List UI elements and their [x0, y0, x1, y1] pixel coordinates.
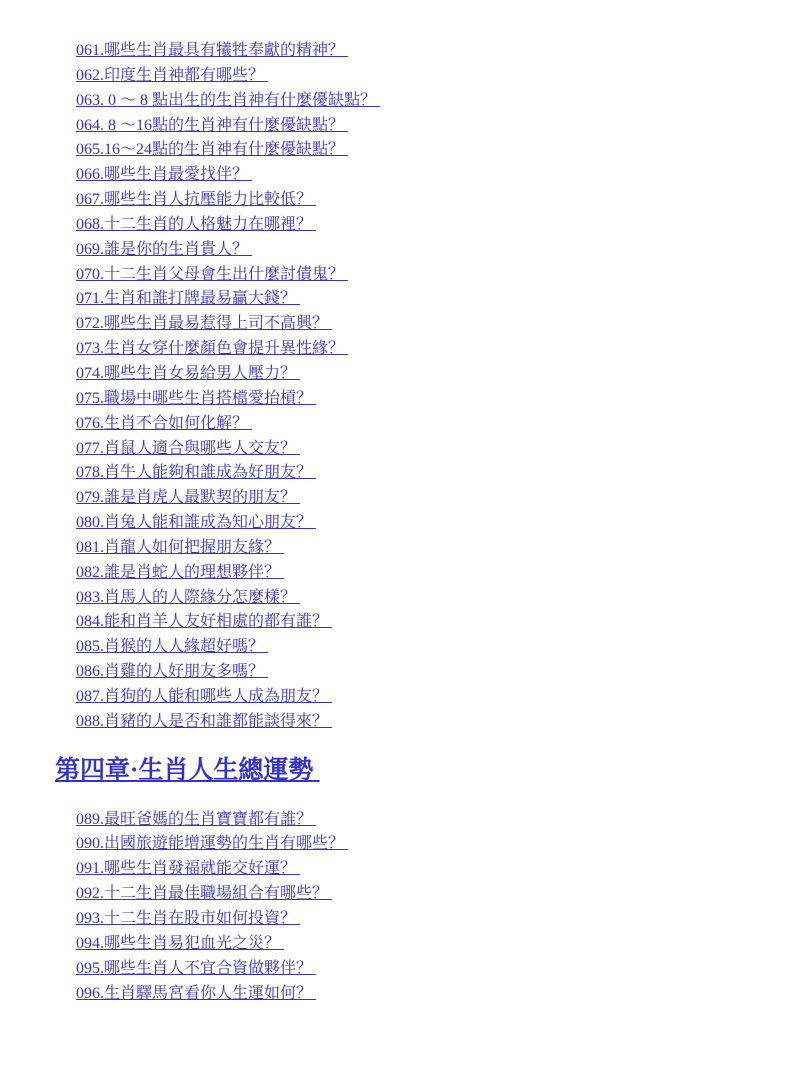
toc-link[interactable]: 081.肖龍人如何把握朋友緣？: [76, 538, 281, 556]
toc-item: [76, 263, 805, 288]
toc-item: [76, 857, 805, 882]
toc-item: [76, 957, 805, 982]
toc-link[interactable]: 065.16～24點的生肖神有什麼優缺點？: [76, 141, 345, 159]
toc-item: [76, 982, 805, 1007]
toc-item: [76, 312, 805, 337]
chapter-heading: [55, 754, 805, 787]
toc-link[interactable]: 088.肖豬的人是否和誰都能談得來？: [76, 712, 329, 730]
toc-link[interactable]: 090.出國旅遊能增運勢的生肖有哪些？: [76, 835, 345, 853]
toc-link[interactable]: 074.哪些生肖女易給男人壓力？: [76, 364, 297, 382]
chapter-heading-link[interactable]: 第四章·生肖人生總運勢: [55, 756, 314, 784]
toc-link[interactable]: 062.印度生肖神都有哪些？: [76, 66, 265, 84]
toc-item: [76, 138, 805, 163]
toc-item: [76, 832, 805, 857]
toc-link[interactable]: 086.肖雞的人好朋友多嗎？: [76, 663, 265, 681]
toc-link[interactable]: 063. 0 ～ 8 點出生的生肖神有什麼優缺點？: [76, 91, 377, 109]
toc-item: [76, 362, 805, 387]
toc-link[interactable]: 070.十二生肖父母會生出什麼討債鬼？: [76, 265, 345, 283]
toc-link[interactable]: 073.生肖女穿什麼顏色會提升異性緣？: [76, 340, 345, 358]
toc-item: [76, 64, 805, 89]
toc-link[interactable]: 094.哪些生肖易犯血光之災？: [76, 934, 281, 952]
toc-link[interactable]: 078.肖牛人能夠和誰成為好朋友？: [76, 464, 313, 482]
toc-link[interactable]: 083.肖馬人的人際緣分怎麼樣？: [76, 588, 297, 606]
toc-item: [76, 511, 805, 536]
toc-link[interactable]: 067.哪些生肖人抗壓能力比較低？: [76, 191, 313, 209]
toc-item: [76, 39, 805, 64]
toc-link[interactable]: 091.哪些生肖發福就能交好運？: [76, 860, 297, 878]
toc-link[interactable]: 068.十二生肖的人格魅力在哪裡？: [76, 215, 313, 233]
toc-item: [76, 114, 805, 139]
toc-item: [76, 437, 805, 462]
toc-item: [76, 238, 805, 263]
toc-link[interactable]: 072.哪些生肖最易惹得上司不高興？: [76, 315, 329, 333]
toc-link[interactable]: 071.生肖和誰打牌最易贏大錢？: [76, 290, 297, 308]
toc-item: [76, 337, 805, 362]
toc-item: [76, 907, 805, 932]
toc-item: [76, 486, 805, 511]
toc-link[interactable]: 076.生肖不合如何化解？: [76, 414, 249, 432]
toc-item: [76, 188, 805, 213]
toc-link[interactable]: 087.肖狗的人能和哪些人成為朋友？: [76, 687, 329, 705]
toc-link[interactable]: 085.肖猴的人人緣超好嗎？: [76, 638, 265, 656]
toc-item: [76, 932, 805, 957]
toc-item: [76, 163, 805, 188]
toc-link[interactable]: 089.最旺爸媽的生肖寶寶都有誰？: [76, 810, 313, 828]
toc-item: [76, 412, 805, 437]
toc-link[interactable]: 082.誰是肖蛇人的理想夥伴？: [76, 563, 281, 581]
toc-item: [76, 561, 805, 586]
toc-item: [76, 610, 805, 635]
toc-link[interactable]: 061.哪些生肖最具有犧牲奉獻的精神？: [76, 42, 345, 59]
toc-link[interactable]: 092.十二生肖最佳職場組合有哪些？: [76, 885, 329, 903]
toc-link[interactable]: 079.誰是肖虎人最默契的朋友？: [76, 489, 297, 507]
toc-link[interactable]: 096.生肖驛馬宮看你人生運如何？: [76, 984, 313, 1002]
toc-link[interactable]: 084.能和肖羊人友好相處的都有誰？: [76, 613, 329, 631]
toc-link[interactable]: 069.誰是你的生肖貴人？: [76, 240, 249, 258]
toc-item: [76, 808, 805, 833]
toc-item: [76, 882, 805, 907]
toc-item: [76, 536, 805, 561]
toc-list-section-b: [0, 808, 805, 1007]
toc-link[interactable]: 093.十二生肖在股市如何投資？: [76, 910, 297, 927]
toc-link[interactable]: 080.肖兔人能和誰成為知心朋友？: [76, 514, 313, 532]
toc-link[interactable]: 075.職場中哪些生肖搭檔愛抬槓？: [76, 389, 313, 407]
toc-item: [76, 287, 805, 312]
toc-item: [76, 635, 805, 660]
toc-item: [76, 213, 805, 238]
toc-link[interactable]: 066.哪些生肖最愛找伴？: [76, 166, 249, 184]
toc-item: [76, 685, 805, 710]
toc-item: [76, 387, 805, 412]
toc-item: [76, 710, 805, 735]
toc-item: [76, 660, 805, 685]
toc-link[interactable]: 064. 8 ～16點的生肖神有什麼優缺點？: [76, 116, 345, 134]
toc-item: [76, 586, 805, 611]
toc-link[interactable]: 095.哪些生肖人不宜合資做夥伴？: [76, 959, 313, 977]
toc-link[interactable]: 077.肖鼠人適合與哪些人交友？: [76, 439, 297, 457]
toc-item: [76, 89, 805, 114]
toc-item: [76, 461, 805, 486]
